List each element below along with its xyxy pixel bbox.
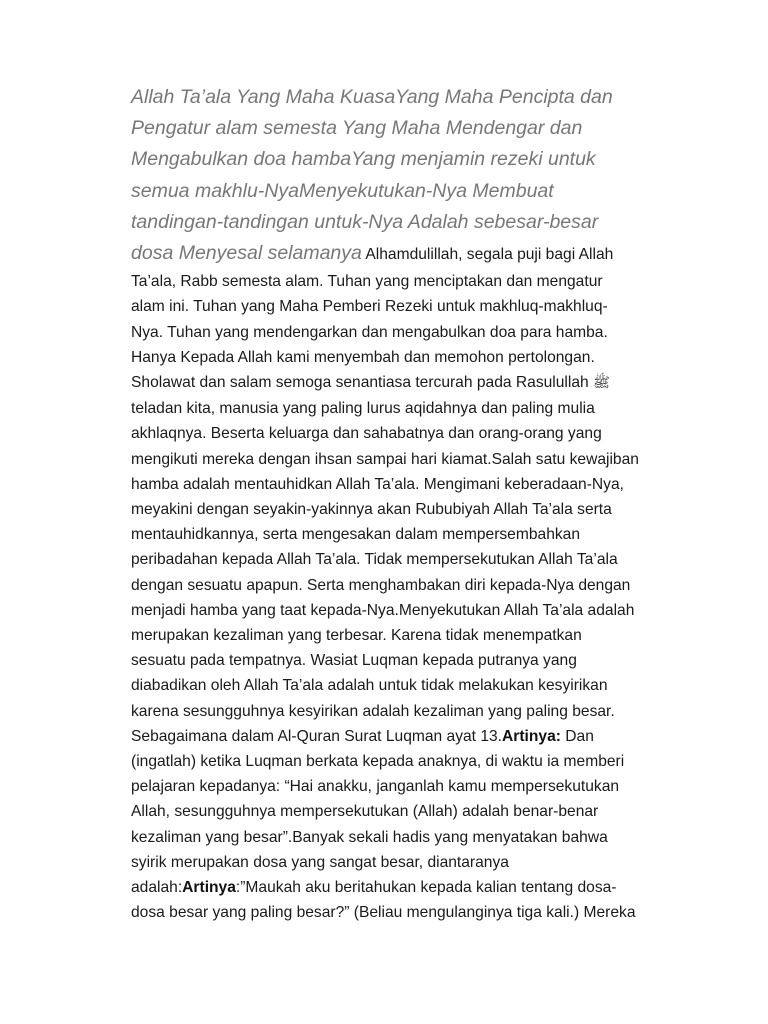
body-paragraph-4: :”Maukah aku beritahukan kepada kalian tentang dosa-dosa besar yang paling besar?” (Beliau mengulanginya tiga kali.) Mereka (131, 879, 636, 922)
intro-quote (131, 82, 639, 264)
body-paragraph-3: Dan (ingatlah) ketika Luqman berkata kepada anaknya, di waktu ia memberi pelajaran kepadanya: “Hai anakku, janganlah kamu mempersekutukan Allah, sesungguhnya mempersekutukan (Allah) adalah benar-benar kezaliman yang besar”.Banyak sekali hadis yang menyatakan bahwa syirik merupakan dosa yang sangat besar, diantaranya adalah: (131, 727, 625, 897)
quote-line: semua makhlu-NyaMenyekutukan-Nya Membuat (131, 179, 554, 202)
quote-line: dosa Menyesal selamanya (131, 242, 362, 265)
document-text (131, 82, 639, 926)
body-paragraph-2: teladan kita, manusia yang paling lurus aqidahnya dan paling mulia akhlaqnya. Beserta keluarga dan sahabatnya dan orang-orang yang mengikuti mereka dengan ihsan sampai hari kiamat.Salah satu kewajiban hamba adalah mentauhidkan Allah Ta’ala. Mengimani keberadaan-Nya, meyakini dengan seyakin-yakinnya akan Rububiyah Allah Ta’ala serta mentauhidkannya, serta mengesakan dalam mempersembahkan peribadahan kepada Allah Ta’ala. Tidak mempersekutukan Allah Ta’ala dengan sesuatu apapun. Serta menghambakan diri kepada-Nya dengan menjadi hamba yang taat kepada-Nya.Menyekutukan Allah Ta’ala adalah merupakan kezaliman yang terbesar. Karena tidak menempatkan sesuatu pada tempatnya. Wasiat Luqman kepada putranya yang diabadikan oleh Allah Ta’ala adalah untuk tidak melakukan kesyirikan karena sesungguhnya kesyirikan adalah kezaliman yang paling besar. Sebagaimana dalam Al-Quran Surat Luqman ayat 13. (131, 400, 639, 745)
artinya-label: Artinya (182, 879, 236, 897)
body-paragraph-1: Alhamdulillah, segala puji bagi Allah Ta’ala, Rabb semesta alam. Tuhan yang menciptakan dan mengatur alam ini. Tuhan yang Maha Pemberi Rezeki untuk makhluq-makhluq-Nya. Tuhan yang mendengarkan dan mengabulkan doa para hamba. Hanya Kepada Allah kami menyembah dan memohon pertolongan. Sholawat dan salam semoga senantiasa tercurah pada Rasulullah (131, 246, 614, 392)
quote-line: tandingan-tandingan untuk-Nya Adalah sebesar-besar (131, 210, 599, 233)
quote-line: Allah Ta’ala Yang Maha KuasaYang Maha Pencipta dan (131, 86, 613, 108)
document-page (131, 82, 639, 926)
artinya-label: Artinya: (502, 727, 561, 745)
salawat-symbol: ﷺ (593, 375, 610, 392)
quote-line: Pengatur alam semesta Yang Maha Mendengar dan (131, 117, 583, 140)
quote-line: Mengabulkan doa hambaYang menjamin rezeki untuk (131, 148, 596, 171)
